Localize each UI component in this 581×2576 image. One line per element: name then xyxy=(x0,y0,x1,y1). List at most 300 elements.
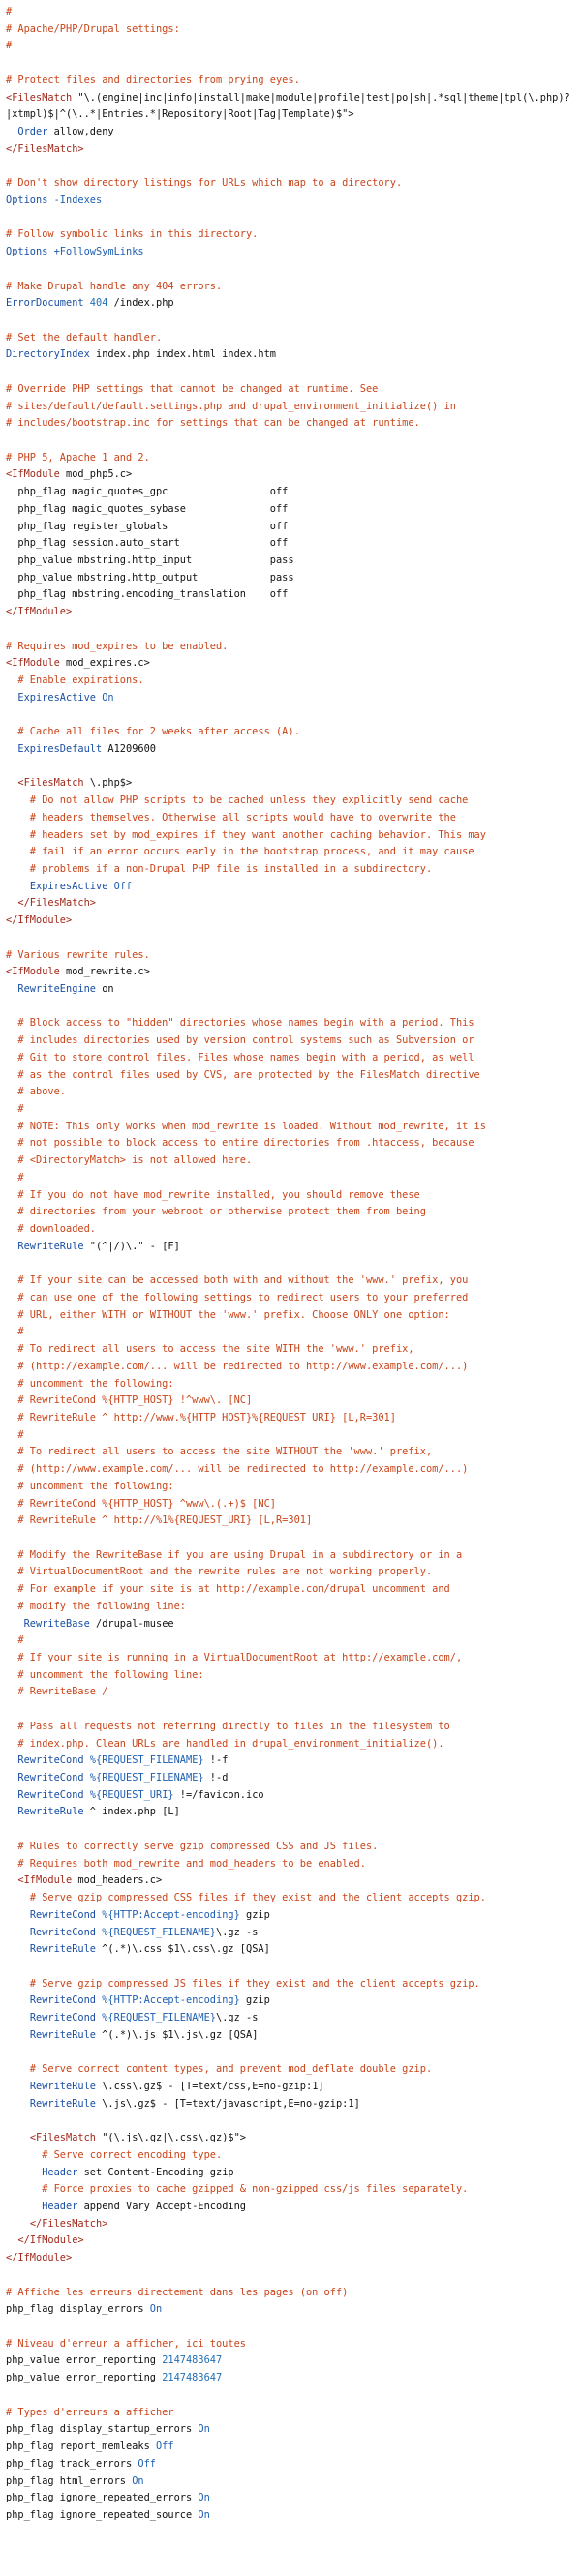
code-comment: # (http://example.com/... will be redirected to http://www.example.com/...) xyxy=(6,1360,469,1372)
code-line xyxy=(6,604,581,621)
code-line xyxy=(6,1324,581,1341)
code-text xyxy=(6,692,17,704)
code-comment: # sites/default/default.settings.php and drupal_environment_initialize() in xyxy=(6,400,456,412)
code-line xyxy=(6,1393,581,1410)
code-comment: # can use one of the following settings to redirect users to your preferred xyxy=(6,1291,469,1303)
code-comment: # index.php. Clean URLs are handled in drupal_environment_initialize(). xyxy=(6,1737,444,1750)
code-comment: # Serve correct content types, and prevent mod_deflate double gzip. xyxy=(6,2063,433,2076)
code-text xyxy=(6,2098,30,2110)
code-comment: # RewriteRule ^ http://%1%{REQUEST_URI} [L,R=301] xyxy=(6,1514,313,1527)
blank-line xyxy=(6,2319,581,2336)
code-text: php_value mbstring.http_output pass xyxy=(6,571,294,584)
code-comment: # Enable expirations. xyxy=(6,674,144,687)
code-comment: # If you do not have mod_rewrite installed, you should remove these xyxy=(6,1188,420,1201)
blank-line xyxy=(6,930,581,947)
code-line xyxy=(6,1170,581,1187)
code-directive: Header xyxy=(42,2166,78,2178)
code-comment: # Block access to "hidden" directories whose names begin with a period. This xyxy=(6,1017,474,1030)
code-line xyxy=(6,73,581,90)
code-tag: <FilesMatch xyxy=(6,91,78,104)
code-keyword: %{HTTP:Accept-encoding} xyxy=(96,1908,240,1921)
code-comment: # Affiche les erreurs directement dans les pages (on|off) xyxy=(6,2286,349,2298)
code-line xyxy=(6,1479,581,1496)
code-text: php_flag display_errors xyxy=(6,2303,150,2316)
code-keyword: Off xyxy=(155,2441,174,2453)
code-line xyxy=(6,1599,581,1616)
code-tag: <IfModule xyxy=(6,468,66,481)
code-keyword: -Indexes xyxy=(47,194,103,206)
code-line xyxy=(6,2232,581,2250)
code-number: 2147483647 xyxy=(162,2354,223,2367)
code-number: 2147483647 xyxy=(162,2372,223,2384)
code-text xyxy=(6,2029,30,2041)
code-line xyxy=(6,2439,581,2456)
code-text: set Content-Encoding gzip xyxy=(77,2166,234,2178)
code-line xyxy=(6,2352,581,2370)
code-comment: # Modify the RewriteBase if you are using Drupal in a subdirectory or in a xyxy=(6,1548,463,1561)
code-directive: RewriteRule xyxy=(29,2028,97,2041)
code-comment: # <DirectoryMatch> is not allowed here. xyxy=(6,1154,253,1167)
code-text: ^(.*)\.css $1\.css\.gz [QSA] xyxy=(96,1943,270,1956)
code-line xyxy=(6,1890,581,1907)
code-line xyxy=(6,1564,581,1581)
code-line xyxy=(6,90,581,107)
code-directive: RewriteRule xyxy=(29,2097,97,2110)
code-text: /drupal-musee xyxy=(89,1617,174,1630)
code-directive: RewriteCond xyxy=(29,1908,97,1921)
code-text: gzip xyxy=(239,1994,270,2007)
code-line xyxy=(6,1187,581,1205)
code-line xyxy=(6,1667,581,1685)
blank-line xyxy=(6,433,581,450)
blank-line xyxy=(6,1701,581,1719)
code-text: php_flag track_errors xyxy=(6,2457,138,2470)
code-comment: # downloaded. xyxy=(6,1223,96,1236)
code-comment: # To redirect all users to access the site WITHOUT the 'www.' prefix, xyxy=(6,1446,433,1458)
code-text: ^ index.php [L] xyxy=(83,1806,180,1818)
code-directive: Order xyxy=(17,126,48,138)
code-directive: RewriteCond xyxy=(29,1926,97,1938)
code-line xyxy=(6,775,581,793)
code-line xyxy=(6,1033,581,1050)
blank-line xyxy=(6,1821,581,1839)
code-line xyxy=(6,2301,581,2319)
code-text: !-f xyxy=(203,1754,229,1767)
code-text: \.gz -s xyxy=(216,2012,259,2024)
code-directive: RewriteRule xyxy=(29,1943,97,1956)
code-line xyxy=(6,2507,581,2525)
code-line xyxy=(6,1925,581,1942)
blank-line xyxy=(6,1255,581,1273)
blank-line xyxy=(6,621,581,639)
code-comment: # (http://www.example.com/... will be redirected to http://example.com/...) xyxy=(6,1463,469,1476)
code-comment: # not possible to block access to entire directories from .htaccess, because xyxy=(6,1137,474,1150)
code-text xyxy=(6,897,17,909)
code-line xyxy=(6,1719,581,1736)
code-line xyxy=(6,586,581,604)
code-text: php_value mbstring.http_input pass xyxy=(6,554,294,566)
code-text xyxy=(6,2218,30,2230)
code-keyword: On xyxy=(149,2303,163,2316)
code-text: php_flag html_errors xyxy=(6,2474,133,2487)
code-tag: <IfModule xyxy=(17,1874,78,1887)
code-comment: # uncomment the following line: xyxy=(6,1668,204,1681)
code-line xyxy=(6,295,581,313)
code-text xyxy=(6,2012,30,2023)
code-line xyxy=(6,535,581,553)
code-text: index.php index.html index.htm xyxy=(89,348,276,361)
code-line xyxy=(6,381,581,399)
code-comment: # If your site can be accessed both with and without the 'www.' prefix, you xyxy=(6,1274,469,1287)
code-text: php_flag display_startup_errors xyxy=(6,2423,199,2436)
code-text xyxy=(6,2201,42,2212)
code-text: gzip xyxy=(239,1908,270,1921)
code-text: /index.php xyxy=(107,297,174,310)
code-line xyxy=(6,2370,581,2387)
code-line xyxy=(6,1907,581,1925)
code-comment: # NOTE: This only works when mod_rewrite is loaded. Without mod_rewrite, it is xyxy=(6,1120,486,1132)
code-comment: # Cache all files for 2 weeks after access (A). xyxy=(6,726,300,738)
blank-line xyxy=(6,2267,581,2285)
code-line xyxy=(6,570,581,587)
code-comment: # Make Drupal handle any 404 errors. xyxy=(6,280,223,292)
code-comment: # xyxy=(6,1428,24,1441)
code-line xyxy=(6,673,581,690)
code-line xyxy=(6,4,581,21)
code-text: |xtmpl)$|^(\..*|Entries.*|Repository|Root|Tag|Template)$"> xyxy=(6,108,354,121)
code-directive: RewriteRule xyxy=(17,1806,84,1818)
code-comment: # For example if your site is at http://example.com/drupal uncomment and xyxy=(6,1583,450,1596)
code-line xyxy=(6,1770,581,1787)
code-comment: # Serve gzip compressed CSS files if they exist and the client accepts gzip. xyxy=(6,1892,486,1904)
code-tag: <FilesMatch xyxy=(17,777,90,790)
code-comment: # modify the following line: xyxy=(6,1600,186,1612)
code-comment: # xyxy=(6,1171,24,1183)
code-line xyxy=(6,844,581,861)
code-line xyxy=(6,2250,581,2267)
code-line xyxy=(6,484,581,501)
code-directive: ExpiresDefault xyxy=(17,742,103,755)
code-line xyxy=(6,244,581,261)
code-line xyxy=(6,1101,581,1119)
code-line xyxy=(6,741,581,759)
code-line xyxy=(6,1684,581,1701)
code-directive: RewriteCond xyxy=(17,1772,84,1784)
code-tag: </IfModule> xyxy=(6,2252,73,2264)
code-line xyxy=(6,1307,581,1325)
code-comment: # Do not allow PHP scripts to be cached unless they explicitly send cache xyxy=(6,794,469,807)
code-text: on xyxy=(96,982,114,995)
code-comment: # includes directories used by version control systems such as Subversion or xyxy=(6,1034,474,1047)
code-keyword: On xyxy=(132,2474,144,2487)
code-comment: # Pass all requests not referring directly to files in the filesystem to xyxy=(6,1720,450,1732)
code-line xyxy=(6,981,581,999)
code-line xyxy=(6,1290,581,1307)
blank-line xyxy=(6,158,581,175)
code-directive: RewriteRule xyxy=(29,2080,97,2092)
code-line xyxy=(6,1239,581,1256)
code-tag: </IfModule> xyxy=(6,606,73,618)
code-tag: <IfModule xyxy=(6,966,66,978)
code-text xyxy=(6,983,17,995)
code-line xyxy=(6,724,581,741)
code-comment: # fail if an error occurs early in the bootstrap process, and it may cause xyxy=(6,846,474,858)
code-line xyxy=(6,1804,581,1821)
code-comment: # Types d'erreurs a afficher xyxy=(6,2406,174,2418)
code-comment: # xyxy=(6,6,13,17)
code-line xyxy=(6,2216,581,2233)
code-line xyxy=(6,1410,581,1427)
code-line xyxy=(6,1547,581,1565)
code-line xyxy=(6,193,581,210)
code-line xyxy=(6,124,581,141)
code-text xyxy=(6,2167,42,2178)
code-tag: </FilesMatch> xyxy=(29,2217,108,2230)
code-text xyxy=(6,1806,17,1817)
code-comment: # headers set by mod_expires if they want another caching behavior. This may xyxy=(6,828,486,841)
code-line xyxy=(6,106,581,124)
code-line xyxy=(6,399,581,416)
code-line xyxy=(6,1513,581,1530)
code-comment: # Protect files and directories from prying eyes. xyxy=(6,74,300,86)
code-comment: # RewriteBase / xyxy=(6,1686,108,1698)
code-text: "(\.js\.gz|\.css\.gz)$"> xyxy=(102,2132,247,2144)
code-directive: RewriteEngine xyxy=(17,982,96,995)
code-comment: # includes/bootstrap.inc for settings that can be changed at runtime. xyxy=(6,417,420,430)
code-text xyxy=(6,881,30,892)
code-text: mod_headers.c> xyxy=(77,1874,163,1887)
code-tag: </FilesMatch> xyxy=(17,897,96,910)
code-line xyxy=(6,21,581,39)
code-text: php_value error_reporting xyxy=(6,2372,163,2384)
code-line xyxy=(6,1650,581,1667)
code-comment: # xyxy=(6,40,13,52)
code-comment: # RewriteCond %{HTTP_HOST} ^www\.(.+)$ [NC] xyxy=(6,1497,276,1510)
code-line xyxy=(6,2490,581,2507)
code-text xyxy=(6,1241,17,1252)
code-line xyxy=(6,1787,581,1805)
code-line xyxy=(6,913,581,930)
code-line xyxy=(6,2010,581,2027)
code-line xyxy=(6,466,581,484)
blank-line xyxy=(6,1530,581,1547)
code-text: A1209600 xyxy=(102,742,156,755)
code-line xyxy=(6,2079,581,2096)
code-directive: Options xyxy=(6,246,48,258)
code-line xyxy=(6,501,581,519)
code-line xyxy=(6,1581,581,1599)
code-directive: Options xyxy=(6,194,48,206)
code-comment: # xyxy=(6,1103,24,1115)
code-line xyxy=(6,175,581,193)
code-line xyxy=(6,1341,581,1359)
code-comment: # problems if a non-Drupal PHP file is installed in a subdirectory. xyxy=(6,862,433,875)
code-line xyxy=(6,2061,581,2079)
blank-line xyxy=(6,2045,581,2062)
code-directive: RewriteCond xyxy=(17,1788,84,1801)
blank-line xyxy=(6,1959,581,1976)
code-keyword: %{REQUEST_FILENAME} xyxy=(83,1754,204,1767)
blank-line xyxy=(6,210,581,227)
code-line xyxy=(6,1084,581,1101)
code-directive: DirectoryIndex xyxy=(6,348,90,361)
code-text xyxy=(6,1909,30,1921)
code-line xyxy=(6,38,581,55)
code-text: php_flag ignore_repeated_source xyxy=(6,2508,199,2521)
code-line xyxy=(6,810,581,827)
code-text xyxy=(6,1943,30,1955)
code-line xyxy=(6,2096,581,2113)
code-comment: # PHP 5, Apache 1 and 2. xyxy=(6,451,150,464)
code-comment: # uncomment the following: xyxy=(6,1480,174,1492)
code-comment: # URL, either WITH or WITHOUT the 'www.' prefix. Choose ONLY one option: xyxy=(6,1308,450,1321)
blank-line xyxy=(6,364,581,381)
code-line xyxy=(6,827,581,845)
code-text: "(^|/)\." - [F] xyxy=(83,1240,180,1252)
code-text xyxy=(6,1927,30,1938)
code-line xyxy=(6,879,581,896)
code-directive: ErrorDocument xyxy=(6,297,84,310)
code-comment: # directories from your webroot or otherwise protect them from being xyxy=(6,1206,426,1218)
code-text xyxy=(6,2234,17,2246)
code-line xyxy=(6,2130,581,2147)
code-comment: # Serve gzip compressed JS files if they exist and the client accepts gzip. xyxy=(6,1977,480,1990)
code-comment: # Niveau d'erreur a afficher, ici toutes xyxy=(6,2337,246,2350)
blank-line xyxy=(6,999,581,1016)
code-directive: RewriteBase xyxy=(23,1617,90,1630)
code-line xyxy=(6,947,581,965)
code-line xyxy=(6,1461,581,1479)
code-line xyxy=(6,1221,581,1239)
code-keyword: %{HTTP:Accept-encoding} xyxy=(96,1994,240,2007)
code-tag: </IfModule> xyxy=(17,2234,84,2247)
code-comment: # Various rewrite rules. xyxy=(6,948,150,961)
code-tag: <IfModule xyxy=(6,657,66,670)
code-text: "\.(engine|inc|info|install|make|module|profile|test|po|sh|.*sql|theme|tpl(\.php)? xyxy=(77,91,570,104)
code-line xyxy=(6,2336,581,2353)
code-directive: RewriteCond xyxy=(17,1754,84,1767)
blank-line xyxy=(6,706,581,724)
code-text: php_flag magic_quotes_sybase off xyxy=(6,502,289,515)
code-text xyxy=(6,1874,17,1886)
code-line xyxy=(6,2405,581,2422)
code-line xyxy=(6,519,581,536)
code-text xyxy=(6,126,17,137)
code-comment: # RewriteRule ^ http://www.%{HTTP_HOST}%{REQUEST_URI} [L,R=301] xyxy=(6,1411,396,1423)
code-text: php_flag ignore_repeated_errors xyxy=(6,2492,199,2504)
code-keyword: %{REQUEST_FILENAME} xyxy=(83,1772,204,1784)
code-keyword: On xyxy=(198,2423,210,2436)
code-line xyxy=(6,1856,581,1873)
code-number: 404 xyxy=(83,297,108,310)
code-line xyxy=(6,279,581,296)
code-line xyxy=(6,1376,581,1393)
code-comment: # Apache/PHP/Drupal settings: xyxy=(6,22,180,35)
code-line xyxy=(6,1067,581,1085)
code-comment: # Rules to correctly serve gzip compressed CSS and JS files. xyxy=(6,1840,379,1852)
code-text xyxy=(6,777,17,789)
code-text: \.gz -s xyxy=(216,1926,259,1938)
code-text: mod_php5.c> xyxy=(66,468,133,481)
code-line xyxy=(6,1616,581,1633)
code-line xyxy=(6,2027,581,2045)
code-line xyxy=(6,1496,581,1513)
code-line xyxy=(6,1050,581,1067)
code-text: !=/favicon.ico xyxy=(173,1788,264,1801)
code-line xyxy=(6,1632,581,1650)
code-comment: # Force proxies to cache gzipped & non-gzipped css/js files separately. xyxy=(6,2183,469,2196)
code-line xyxy=(6,690,581,707)
code-line xyxy=(6,1941,581,1959)
code-line xyxy=(6,415,581,433)
code-text: allow,deny xyxy=(47,126,114,138)
code-line xyxy=(6,330,581,347)
code-comment: # Follow symbolic links in this directory. xyxy=(6,228,259,241)
code-keyword: +FollowSymLinks xyxy=(47,246,144,258)
code-comment: # Don't show directory listings for URLs which map to a directory. xyxy=(6,177,403,190)
blank-line xyxy=(6,313,581,330)
blank-line xyxy=(6,2387,581,2405)
code-text: php_value error_reporting xyxy=(6,2354,163,2367)
code-line xyxy=(6,895,581,913)
code-line xyxy=(6,346,581,364)
code-directive: RewriteCond xyxy=(29,1994,97,2007)
blank-line xyxy=(6,55,581,73)
code-line xyxy=(6,2473,581,2491)
blank-line xyxy=(6,261,581,279)
code-keyword: %{REQUEST_FILENAME} xyxy=(96,1926,217,1938)
code-text: append Vary Accept-Encoding xyxy=(77,2201,246,2212)
code-text: !-d xyxy=(203,1772,229,1784)
code-line xyxy=(6,1273,581,1290)
code-line xyxy=(6,2165,581,2182)
code-text xyxy=(6,1994,30,2006)
code-comment: # above. xyxy=(6,1086,66,1098)
code-directive: RewriteCond xyxy=(29,2012,97,2024)
code-text: \.php$> xyxy=(89,777,133,790)
code-tag: </FilesMatch> xyxy=(6,142,84,155)
code-directive: RewriteRule xyxy=(17,1240,84,1252)
code-comment: # as the control files used by CVS, are protected by the FilesMatch directive xyxy=(6,1068,480,1081)
code-line xyxy=(6,1444,581,1461)
code-line xyxy=(6,964,581,981)
code-comment: # uncomment the following: xyxy=(6,1377,174,1390)
code-line xyxy=(6,141,581,159)
code-tag: <FilesMatch xyxy=(29,2132,103,2144)
code-line xyxy=(6,1204,581,1221)
code-directive: ExpiresActive xyxy=(17,691,96,704)
code-line xyxy=(6,450,581,467)
code-line xyxy=(6,793,581,810)
code-comment: # To redirect all users to access the site WITH the 'www.' prefix, xyxy=(6,1343,414,1356)
code-line xyxy=(6,226,581,244)
code-line xyxy=(6,2456,581,2473)
code-text: mod_expires.c> xyxy=(66,657,150,670)
code-comment: # Override PHP settings that cannot be changed at runtime. See xyxy=(6,382,379,395)
code-comment: # Requires both mod_rewrite and mod_headers to be enabled. xyxy=(6,1857,366,1870)
code-comment: # Requires mod_expires to be enabled. xyxy=(6,640,229,652)
blank-line xyxy=(6,2112,581,2130)
code-text: php_flag session.auto_start off xyxy=(6,537,289,550)
code-tag: </IfModule> xyxy=(6,914,73,927)
code-line xyxy=(6,1153,581,1170)
code-keyword: %{REQUEST_URI} xyxy=(83,1788,174,1801)
code-line xyxy=(6,655,581,673)
code-line xyxy=(6,639,581,656)
code-line xyxy=(6,2285,581,2302)
code-line xyxy=(6,2181,581,2199)
code-line xyxy=(6,1359,581,1376)
